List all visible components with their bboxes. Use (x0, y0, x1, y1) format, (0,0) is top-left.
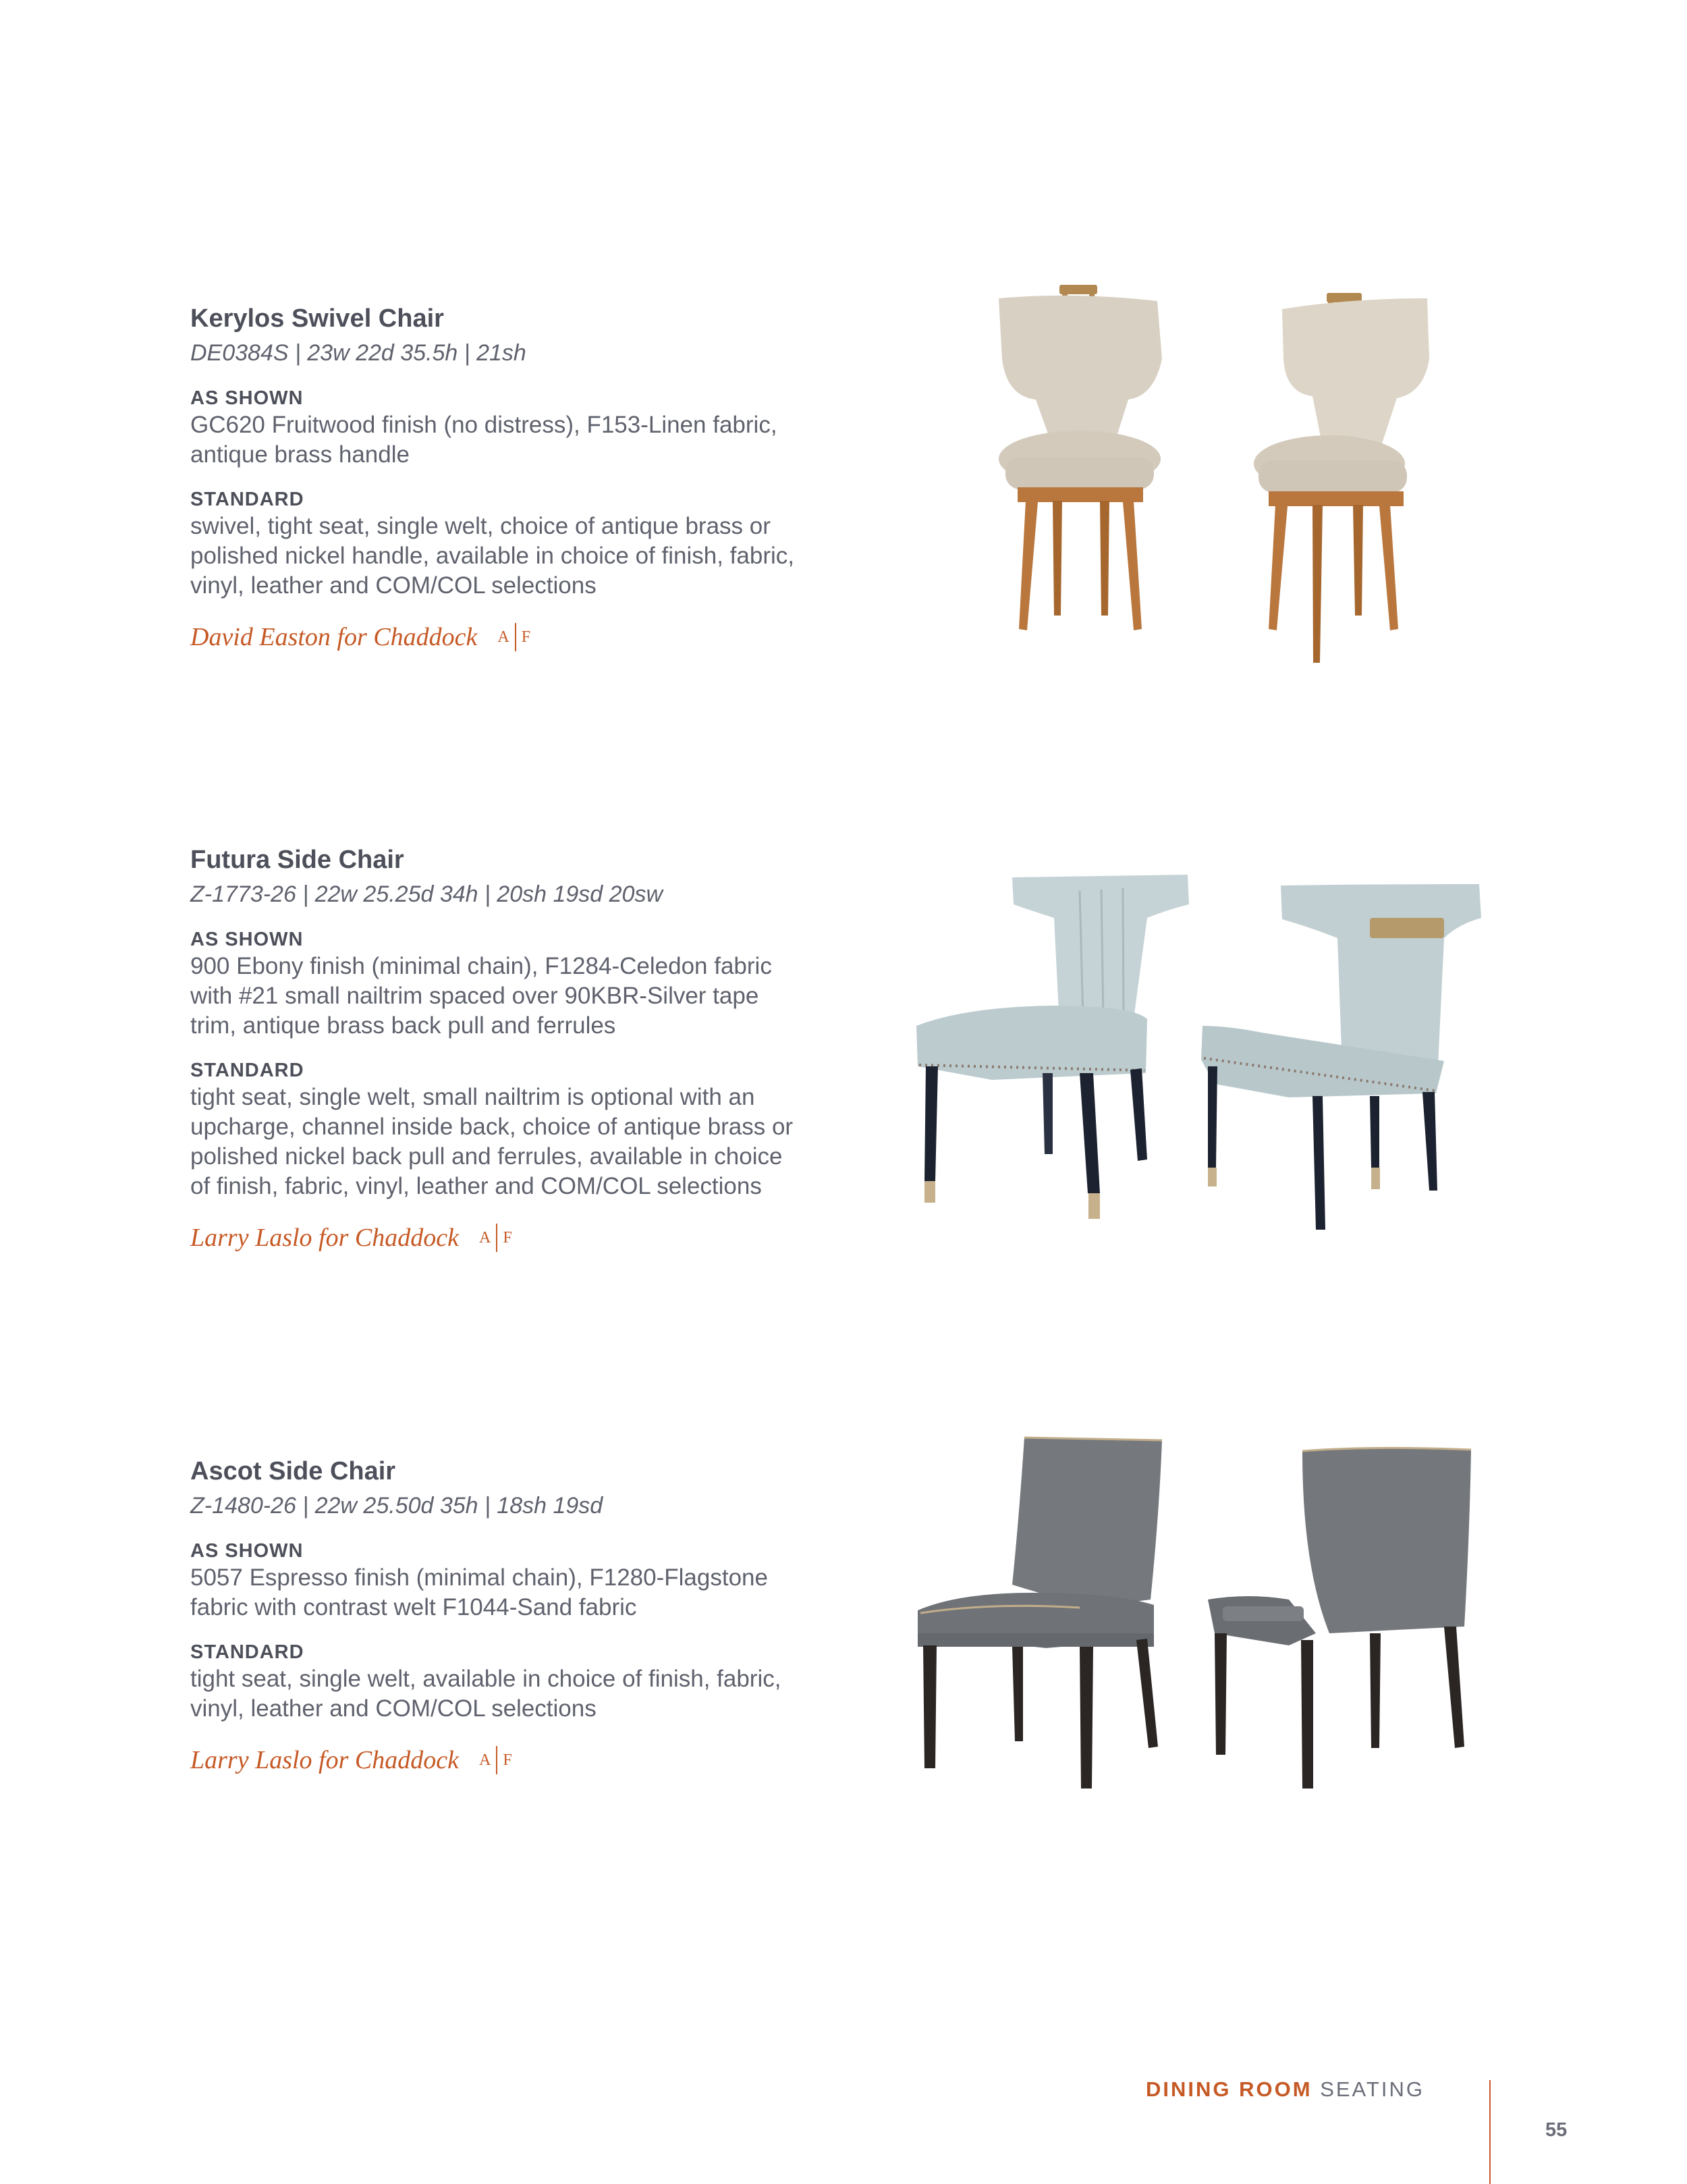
product-dimensions: Z-1773-26 | 22w 25.25d 34h | 20sh 19sd 20sw (190, 881, 663, 907)
product-dimensions: Z-1480-26 | 22w 25.50d 35h | 18sh 19sd (190, 1493, 603, 1519)
description-line: vinyl, leather and COM/COL selections (190, 1695, 597, 1722)
product-title: Kerylos Swivel Chair (190, 304, 444, 333)
chair-back-view (1201, 884, 1481, 1230)
product-info (190, 302, 906, 653)
as-shown-description (190, 952, 906, 1041)
chair-front-view (999, 285, 1162, 630)
kerylos-swivel-chair-image (951, 278, 1491, 683)
as-shown-label: AS SHOWN (190, 387, 304, 409)
product-info (190, 1455, 906, 1776)
as-shown-description (190, 1563, 906, 1622)
description-line: trim, antique brass back pull and ferrules (190, 1012, 616, 1039)
ascot-side-chair-image (911, 1431, 1491, 1795)
as-shown-description (190, 410, 906, 470)
af-mark-a: A (478, 1228, 491, 1247)
section-name: DINING ROOM (1146, 2077, 1312, 2101)
description-line: swivel, tight seat, single welt, choice of antique brass or (190, 513, 771, 539)
description-line: antique brass handle (190, 441, 410, 468)
chair-back-view (1208, 1448, 1471, 1789)
description-line: 900 Ebony finish (minimal chain), F1284-Celedon fabric (190, 953, 772, 979)
standard-label: STANDARD (190, 489, 304, 510)
page-number: 55 (1545, 2119, 1568, 2141)
description-line: tight seat, single welt, small nailtrim is optional with an (190, 1084, 755, 1110)
standard-description (190, 1664, 906, 1724)
description-line: fabric with contrast welt F1044-Sand fabric (190, 1594, 637, 1620)
description-line: of finish, fabric, vinyl, leather and COM/COL selections (190, 1173, 762, 1199)
af-mark-icon (479, 1224, 512, 1252)
description-line: GC620 Fruitwood finish (no distress), F153-Linen fabric, (190, 412, 777, 438)
standard-label: STANDARD (190, 1060, 304, 1081)
futura-side-chair-image (911, 864, 1491, 1242)
description-line: upcharge, channel inside back, choice of antique brass or (190, 1114, 794, 1140)
footer-divider (1489, 2080, 1491, 2184)
designer-credit: Larry Laslo for Chaddock (190, 1224, 459, 1252)
designer-row (190, 1222, 906, 1254)
standard-description (190, 512, 906, 601)
designer-credit: David Easton for Chaddock (190, 623, 478, 651)
standard-description (190, 1083, 906, 1201)
af-mark-divider (496, 1224, 497, 1252)
af-mark-a: A (497, 628, 509, 646)
chair-back-view (1254, 293, 1429, 663)
af-mark-divider (515, 623, 516, 651)
description-line: vinyl, leather and COM/COL selections (190, 572, 597, 599)
section-footer-label (1146, 2076, 1425, 2103)
af-mark-divider (496, 1746, 497, 1774)
product-dimensions: DE0384S | 23w 22d 35.5h | 21sh (190, 340, 526, 366)
description-line: 5057 Espresso finish (minimal chain), F1280-Flagstone (190, 1564, 768, 1591)
description-line: tight seat, single welt, available in choice of finish, fabric, (190, 1666, 781, 1692)
description-line: polished nickel back pull and ferrules, available in choice (190, 1143, 783, 1170)
standard-label: STANDARD (190, 1641, 304, 1663)
description-line: polished nickel handle, available in choice of finish, fabric, (190, 543, 794, 569)
af-mark-icon (479, 1746, 512, 1774)
af-mark-f: F (503, 1751, 512, 1769)
section-subname: SEATING (1320, 2077, 1425, 2101)
chair-front-view (916, 875, 1189, 1219)
as-shown-label: AS SHOWN (190, 1540, 304, 1562)
as-shown-label: AS SHOWN (190, 929, 304, 950)
product-title: Ascot Side Chair (190, 1457, 396, 1485)
chair-front-view (918, 1438, 1162, 1789)
product-info (190, 844, 906, 1254)
product-title: Futura Side Chair (190, 846, 404, 874)
designer-row (190, 1744, 906, 1776)
af-mark-f: F (521, 628, 531, 646)
description-line: with #21 small nailtrim spaced over 90KBR-Silver tape (190, 983, 759, 1009)
af-mark-icon (497, 623, 530, 651)
designer-row (190, 621, 906, 653)
af-mark-f: F (503, 1228, 512, 1247)
designer-credit: Larry Laslo for Chaddock (190, 1746, 459, 1774)
af-mark-a: A (478, 1751, 491, 1769)
